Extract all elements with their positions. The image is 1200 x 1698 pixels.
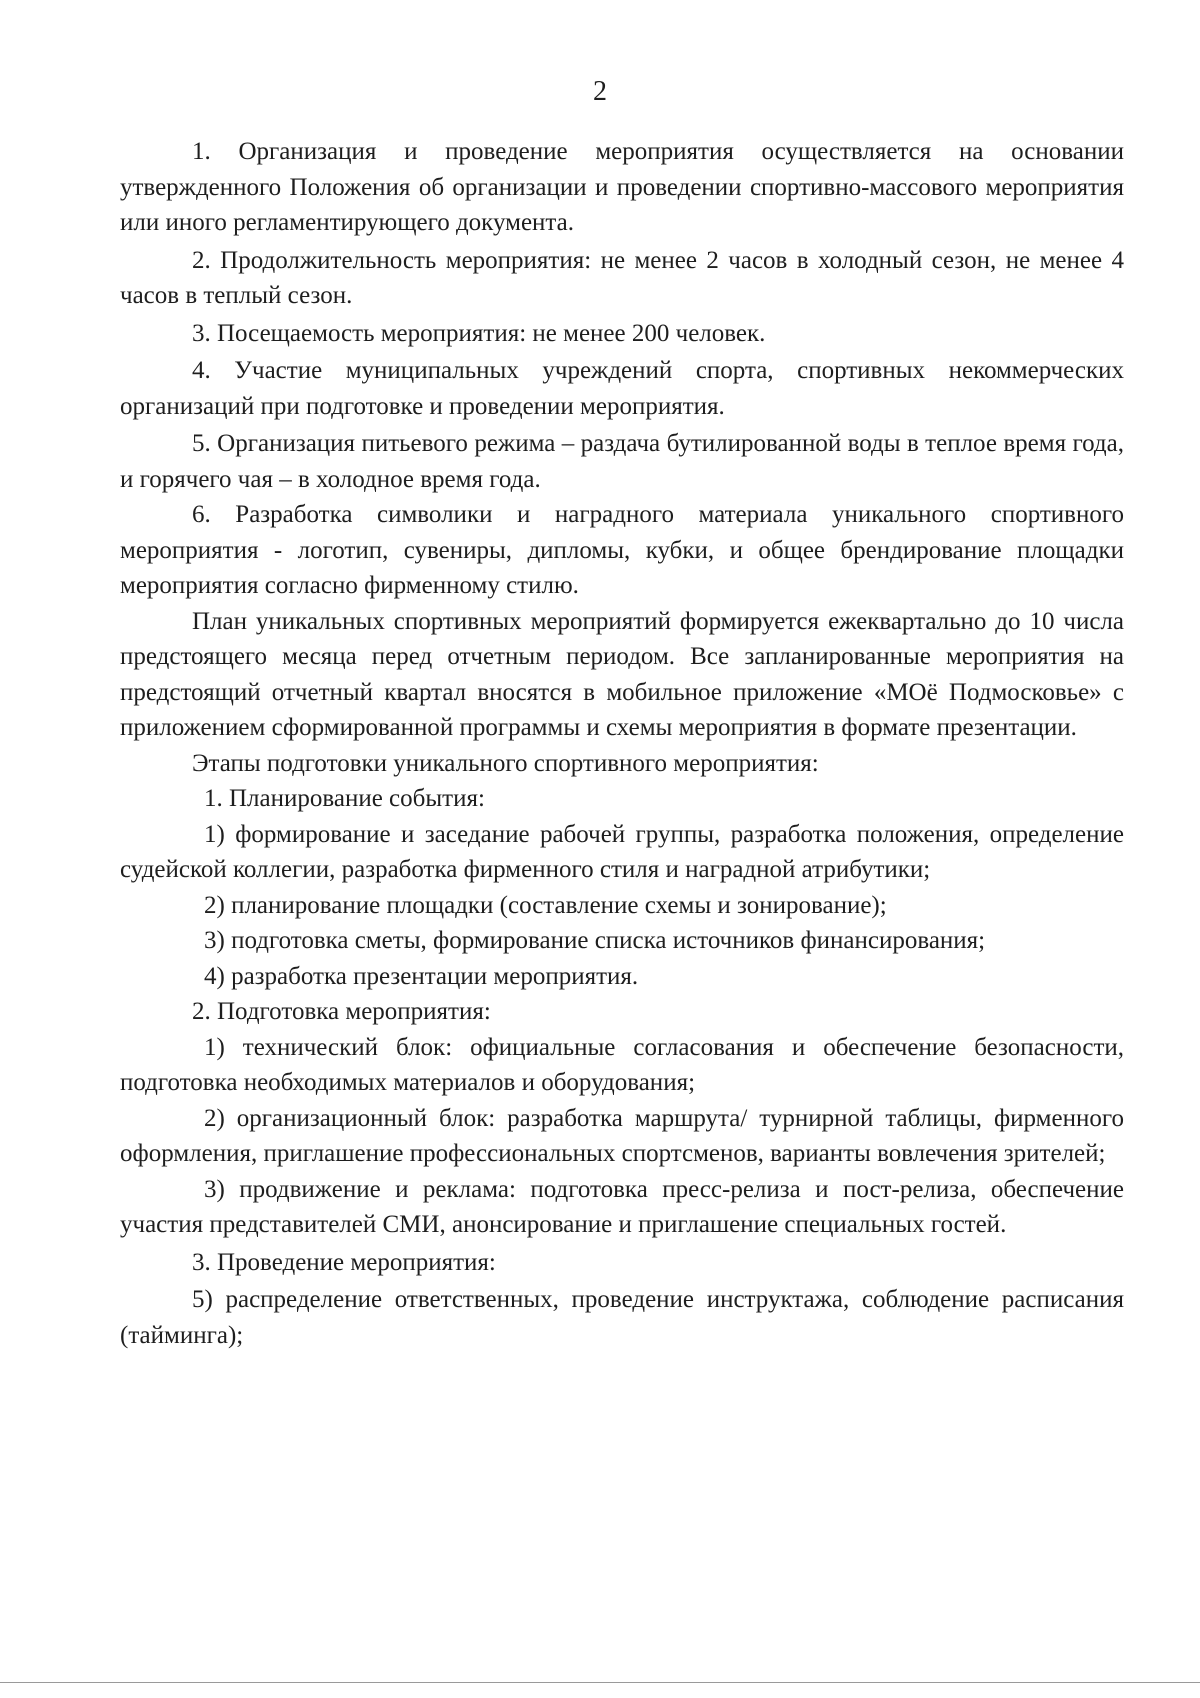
stage-3-heading: 3. Проведение мероприятия:: [192, 1248, 496, 1276]
stage-1-item-1: 1) формирование и заседание рабочей группы, разработка положения, определение судейской коллегии, разработка фирменного стиля и наградной атрибутики;: [120, 820, 1124, 883]
stage-1-item-2: 2) планирование площадки (составление схемы и зонирование);: [204, 891, 887, 919]
stage-1-item-3: 3) подготовка сметы, формирование списка источников финансирования;: [204, 927, 986, 954]
stage-2-heading: 2. Подготовка мероприятия:: [192, 998, 491, 1025]
stage-1-heading: 1. Планирование события:: [204, 785, 485, 812]
paragraph-item-4: 4. Участие муниципальных учреждений спорта, спортивных некоммерческих организаций при подготовке и проведении мероприятия.: [120, 357, 1124, 420]
paragraph-item-1: 1. Организация и проведение мероприятия осуществляется на основании утвержденного Положения об организации и проведении спортивно-массового мероприятия или иного регламентирующего документа.: [120, 138, 1124, 236]
stage-3-item-5: 5) распределение ответственных, проведение инструктажа, соблюдение расписания (тайминга);: [120, 1286, 1124, 1349]
scan-bottom-edge: [0, 1682, 1200, 1683]
paragraph-item-2: 2. Продолжительность мероприятия: не менее 2 часов в холодный сезон, не менее 4 часов в теплый сезон.: [120, 246, 1124, 309]
page-number: 2: [593, 76, 607, 107]
paragraph-plan: План уникальных спортивных мероприятий формируется ежеквартально до 10 числа предстоящего месяца перед отчетным периодом. Все запланированные мероприятия на предстоящий отчетный квартал вносятся в мобильное приложение «МОё Подмосковье» с приложением сформированной программы и схемы мероприятия в формате презентации.: [120, 607, 1124, 741]
stage-1-item-4: 4) разработка презентации мероприятия.: [204, 962, 639, 990]
document-body: [120, 134, 1124, 1353]
paragraph-item-5: 5. Организация питьевого режима – раздача бутилированной воды в теплое время года, и горячего чая – в холодное время года.: [120, 430, 1124, 493]
stage-2-item-2: 2) организационный блок: разработка маршрута/ турнирной таблицы, фирменного оформления, приглашение профессиональных спортсменов, варианты вовлечения зрителей;: [120, 1104, 1124, 1167]
paragraph-item-6: 6. Разработка символики и наградного материала уникального спортивного мероприятия - логотип, сувениры, дипломы, кубки, и общее брендирование площадки мероприятия согласно фирменному стилю.: [120, 501, 1124, 599]
stage-2-item-1: 1) технический блок: официальные согласования и обеспечение безопасности, подготовка необходимых материалов и оборудования;: [120, 1033, 1124, 1096]
paragraph-item-3: 3. Посещаемость мероприятия: не менее 200 человек.: [192, 319, 766, 347]
stage-2-item-3: 3) продвижение и реклама: подготовка пресс-релиза и пост-релиза, обеспечение участия представителей СМИ, анонсирование и приглашение специальных гостей.: [120, 1175, 1124, 1238]
paragraph-stages-heading: Этапы подготовки уникального спортивного мероприятия:: [192, 749, 819, 777]
